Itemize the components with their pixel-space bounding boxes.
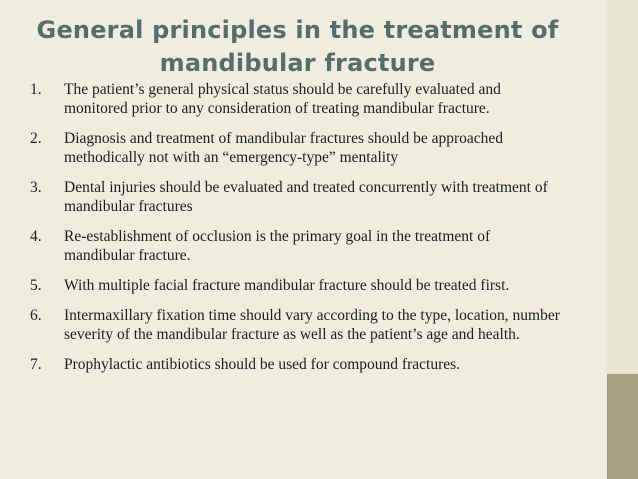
list-item-number: 3. <box>30 179 42 196</box>
principles-list <box>30 80 560 385</box>
list-item-text: Dental injuries should be evaluated and treated concurrently with treatment of mandibular fractures <box>64 179 548 215</box>
list-item-number: 4. <box>30 228 42 245</box>
list-item-number: 6. <box>30 307 42 324</box>
list-item <box>30 80 560 118</box>
list-item <box>30 227 560 265</box>
list-item-text: Re-establishment of occlusion is the primary goal in the treatment of mandibular fracture. <box>64 228 491 264</box>
list-item-text: Diagnosis and treatment of mandibular fractures should be approached methodically not with an “emergency-type” mentality <box>64 130 504 166</box>
list-item-text: Intermaxillary fixation time should vary according to the type, location, number severity of the mandibular fracture as well as the patient’s age and health. <box>64 307 560 343</box>
list-item-text: With multiple facial fracture mandibular fracture should be treated first. <box>64 277 510 294</box>
list-item <box>30 306 560 344</box>
list-item-text: Prophylactic antibiotics should be used for compound fractures. <box>64 356 461 373</box>
list-item-text: The patient’s general physical status should be carefully evaluated and monitored prior to any consideration of treating mandibular fracture. <box>64 81 501 117</box>
slide-title: General principles in the treatment of mandibular fracture <box>36 16 559 77</box>
list-item-number: 2. <box>30 130 42 147</box>
side-band-accent <box>607 374 638 479</box>
list-item-number: 1. <box>30 81 42 98</box>
list-item-number: 7. <box>30 356 42 373</box>
list-item <box>30 178 560 216</box>
list-item <box>30 276 560 295</box>
list-item <box>30 129 560 167</box>
list-item <box>30 355 560 374</box>
list-item-number: 5. <box>30 277 42 294</box>
